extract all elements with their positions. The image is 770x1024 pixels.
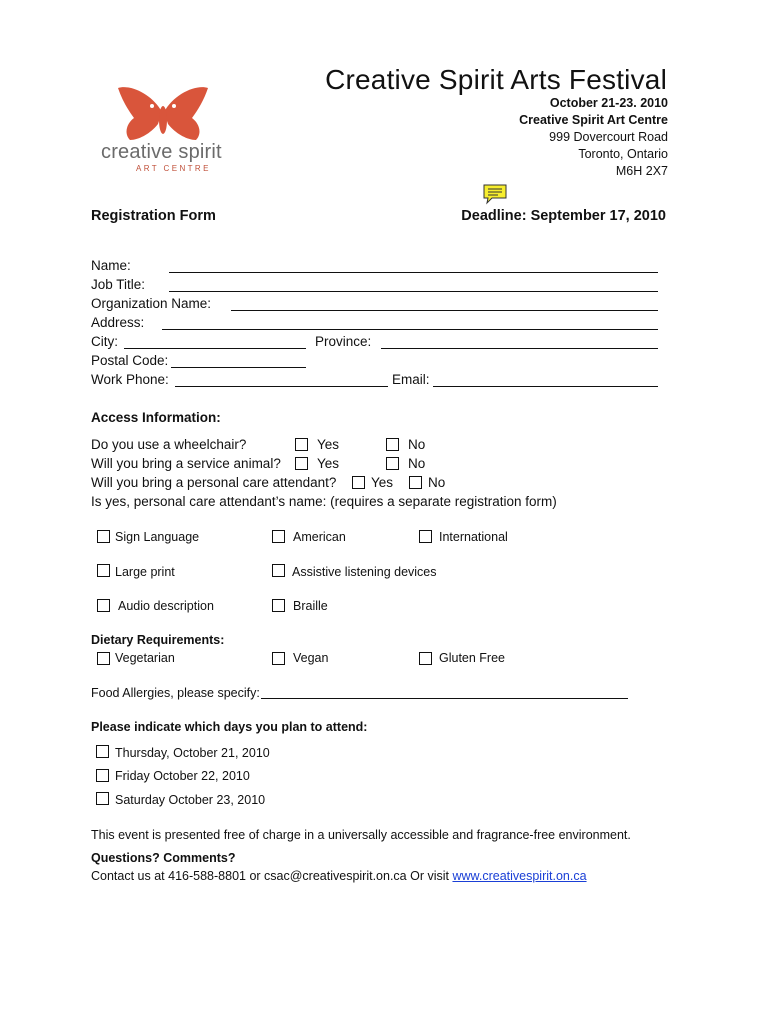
- page-title: Creative Spirit Arts Festival: [325, 64, 667, 95]
- address-field[interactable]: [162, 329, 658, 330]
- access-heading: Access Information:: [91, 410, 221, 425]
- wheelchair-no-label: No: [408, 437, 426, 452]
- gluten-free-checkbox[interactable]: [419, 652, 432, 665]
- dietary-heading: Dietary Requirements:: [91, 633, 225, 647]
- wheelchair-yes-checkbox[interactable]: [295, 438, 308, 451]
- email-label: Email:: [392, 372, 430, 387]
- assistive-listening-checkbox[interactable]: [272, 564, 285, 577]
- address-label: Address:: [91, 315, 145, 330]
- logo-wordmark: creative spirit: [101, 141, 222, 163]
- contact-text: Contact us at 416-588-8801 or csac@creativespirit.on.ca Or visit: [91, 869, 453, 883]
- large-print-checkbox[interactable]: [97, 564, 110, 577]
- braille-label: Braille: [293, 599, 328, 613]
- assistive-listening-label: Assistive listening devices: [292, 565, 437, 579]
- venue-street: 999 Dovercourt Road: [549, 130, 668, 144]
- vegan-checkbox[interactable]: [272, 652, 285, 665]
- thursday-label: Thursday, October 21, 2010: [115, 746, 270, 760]
- friday-checkbox[interactable]: [96, 769, 109, 782]
- international-label: International: [439, 530, 508, 544]
- city-label: City:: [91, 334, 118, 349]
- saturday-label: Saturday October 23, 2010: [115, 793, 266, 807]
- comment-note-icon[interactable]: [482, 183, 508, 205]
- website-link[interactable]: www.creativespirit.on.ca: [452, 869, 587, 883]
- postal-code-field[interactable]: [171, 367, 306, 368]
- contact-line: [91, 869, 587, 883]
- attendant-yes-label: Yes: [371, 475, 394, 490]
- city-field[interactable]: [124, 348, 306, 349]
- job-title-label: Job Title:: [91, 277, 146, 292]
- food-allergies-label: Food Allergies, please specify:: [91, 686, 260, 700]
- attendant-question: Will you bring a personal care attendant?: [91, 475, 337, 490]
- name-label: Name:: [91, 258, 131, 273]
- sign-language-label: Sign Language: [115, 530, 200, 544]
- audio-description-label: Audio description: [118, 599, 214, 613]
- service-animal-yes-label: Yes: [317, 456, 340, 471]
- festival-dates: October 21-23. 2010: [549, 96, 668, 110]
- braille-checkbox[interactable]: [272, 599, 285, 612]
- wheelchair-no-checkbox[interactable]: [386, 438, 399, 451]
- organization-label: Organization Name:: [91, 296, 212, 311]
- venue-city: Toronto, Ontario: [578, 147, 668, 161]
- service-animal-no-label: No: [408, 456, 426, 471]
- vegetarian-label: Vegetarian: [115, 651, 175, 665]
- friday-label: Friday October 22, 2010: [115, 769, 250, 783]
- american-checkbox[interactable]: [272, 530, 285, 543]
- postal-code-label: Postal Code:: [91, 353, 169, 368]
- deadline: Deadline: September 17, 2010: [461, 208, 666, 224]
- service-animal-yes-checkbox[interactable]: [295, 457, 308, 470]
- venue-postal: M6H 2X7: [615, 164, 668, 178]
- questions-heading: Questions? Comments?: [91, 851, 236, 865]
- accessibility-notice: This event is presented free of charge in a universally accessible and fragrance-free environment.: [91, 828, 631, 842]
- organization-field[interactable]: [231, 310, 658, 311]
- job-title-field[interactable]: [169, 291, 658, 292]
- wheelchair-question: Do you use a wheelchair?: [91, 437, 247, 452]
- attendant-name-note: Is yes, personal care attendant’s name: (requires a separate registration form): [91, 494, 557, 509]
- food-allergies-field[interactable]: [261, 698, 628, 699]
- saturday-checkbox[interactable]: [96, 792, 109, 805]
- venue-name: Creative Spirit Art Centre: [519, 113, 668, 127]
- vegan-label: Vegan: [293, 651, 329, 665]
- province-field[interactable]: [381, 348, 658, 349]
- service-animal-no-checkbox[interactable]: [386, 457, 399, 470]
- work-phone-field[interactable]: [175, 386, 388, 387]
- international-checkbox[interactable]: [419, 530, 432, 543]
- sign-language-checkbox[interactable]: [97, 530, 110, 543]
- attendant-no-label: No: [428, 475, 446, 490]
- gluten-free-label: Gluten Free: [439, 651, 506, 665]
- thursday-checkbox[interactable]: [96, 745, 109, 758]
- name-field[interactable]: [169, 272, 658, 273]
- work-phone-label: Work Phone:: [91, 372, 169, 387]
- form-title: Registration Form: [91, 208, 216, 224]
- email-field[interactable]: [433, 386, 658, 387]
- audio-description-checkbox[interactable]: [97, 599, 110, 612]
- service-animal-question: Will you bring a service animal?: [91, 456, 281, 471]
- american-label: American: [293, 530, 346, 544]
- attendant-no-checkbox[interactable]: [409, 476, 422, 489]
- attendant-yes-checkbox[interactable]: [352, 476, 365, 489]
- vegetarian-checkbox[interactable]: [97, 652, 110, 665]
- province-label: Province:: [315, 334, 372, 349]
- wheelchair-yes-label: Yes: [317, 437, 340, 452]
- logo-subtitle: ART CENTRE: [136, 164, 211, 173]
- large-print-label: Large print: [115, 565, 175, 579]
- days-heading: Please indicate which days you plan to attend:: [91, 720, 368, 734]
